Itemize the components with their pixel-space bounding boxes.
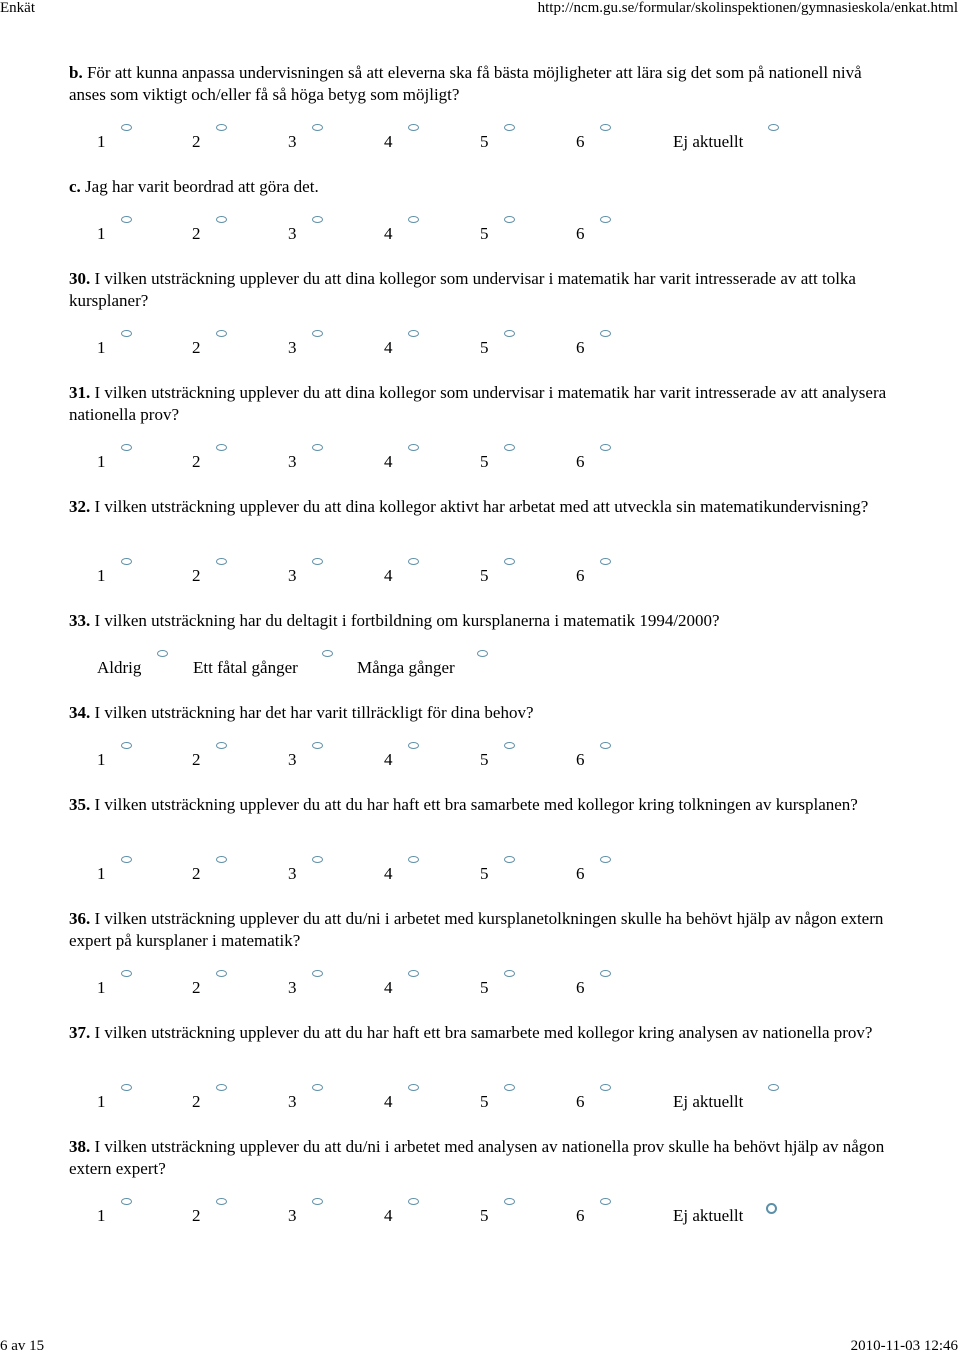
- option-label: 5: [480, 978, 489, 997]
- option-label: 1: [97, 864, 106, 883]
- radio-button[interactable]: [216, 970, 227, 977]
- option-label: 6: [576, 978, 585, 997]
- option-label: 4: [384, 978, 393, 997]
- answer-options: [0, 656, 960, 680]
- option-label: 6: [576, 1092, 585, 1111]
- option-label: 6: [576, 566, 585, 585]
- option-label: 3: [288, 978, 297, 997]
- option-label: Många gånger: [357, 658, 455, 677]
- answer-options: [0, 1204, 960, 1228]
- option-label: 3: [288, 224, 297, 243]
- radio-button[interactable]: [312, 856, 323, 863]
- radio-button[interactable]: [216, 124, 227, 131]
- radio-button[interactable]: [768, 1084, 779, 1091]
- option-label: 1: [97, 452, 106, 471]
- radio-button[interactable]: [408, 330, 419, 337]
- radio-button[interactable]: [121, 1084, 132, 1091]
- question-number: 38.: [69, 1137, 91, 1156]
- radio-button[interactable]: [504, 124, 515, 131]
- radio-button[interactable]: [312, 124, 323, 131]
- page-number: 6 av 15: [0, 1338, 45, 1354]
- option-label: 1: [97, 978, 106, 997]
- question-body: För att kunna anpassa undervisningen så att eleverna ska få bästa möjligheter att lära sig det som på nationell nivå anses som viktigt och/eller få så höga betyg som möjligt?: [69, 63, 862, 104]
- radio-button[interactable]: [408, 970, 419, 977]
- option-label: 5: [480, 452, 489, 471]
- radio-button[interactable]: [504, 216, 515, 223]
- option-label: 1: [97, 750, 106, 769]
- option-label: 5: [480, 132, 489, 151]
- option-label: 6: [576, 452, 585, 471]
- radio-button[interactable]: [121, 124, 132, 131]
- radio-button[interactable]: [216, 558, 227, 565]
- radio-button[interactable]: [408, 742, 419, 749]
- option-label: Ej aktuellt: [673, 1092, 744, 1111]
- option-label: 5: [480, 224, 489, 243]
- option-label: 3: [288, 566, 297, 585]
- radio-button[interactable]: [477, 650, 488, 657]
- option-label: 6: [576, 132, 585, 151]
- option-label: 6: [576, 1206, 585, 1225]
- radio-button[interactable]: [157, 650, 168, 657]
- radio-button[interactable]: [504, 856, 515, 863]
- option-label: 4: [384, 338, 393, 357]
- radio-button[interactable]: [322, 650, 333, 657]
- question-body: Jag har varit beordrad att göra det.: [85, 177, 319, 196]
- radio-button[interactable]: [408, 216, 419, 223]
- radio-button[interactable]: [600, 970, 611, 977]
- answer-options: [0, 862, 960, 886]
- question-text: [69, 268, 899, 312]
- option-label: 3: [288, 750, 297, 769]
- radio-button[interactable]: [312, 1198, 323, 1205]
- radio-button[interactable]: [600, 558, 611, 565]
- radio-button[interactable]: [408, 1084, 419, 1091]
- option-label: 2: [192, 750, 201, 769]
- radio-button[interactable]: [600, 742, 611, 749]
- option-label: 5: [480, 1092, 489, 1111]
- radio-button[interactable]: [121, 444, 132, 451]
- option-label: 2: [192, 1206, 201, 1225]
- page-header-url: http://ncm.gu.se/formular/skolinspektionen/gymnasieskola/enkat.html: [537, 0, 958, 16]
- option-label: 6: [576, 224, 585, 243]
- radio-button[interactable]: [216, 742, 227, 749]
- question-text: [69, 1022, 899, 1044]
- option-label: 5: [480, 1206, 489, 1225]
- question-number: 32.: [69, 497, 91, 516]
- option-label: 5: [480, 338, 489, 357]
- radio-button[interactable]: [312, 330, 323, 337]
- option-label: Ett fåtal gånger: [193, 658, 298, 677]
- answer-options: [0, 130, 960, 154]
- radio-button[interactable]: [312, 558, 323, 565]
- radio-button[interactable]: [216, 1198, 227, 1205]
- question-text: [69, 496, 899, 518]
- option-label: 2: [192, 338, 201, 357]
- radio-button[interactable]: [504, 1198, 515, 1205]
- question-text: [69, 1136, 899, 1180]
- question-body: I vilken utsträckning upplever du att dina kollegor som undervisar i matematik har varit intresserade av att analysera nationella prov?: [69, 383, 887, 424]
- option-label: 3: [288, 1206, 297, 1225]
- answer-options: [0, 222, 960, 246]
- option-label: 1: [97, 1092, 106, 1111]
- option-label: 4: [384, 132, 393, 151]
- option-label: 4: [384, 566, 393, 585]
- option-label: 1: [97, 224, 106, 243]
- radio-button[interactable]: [216, 216, 227, 223]
- question-text: [69, 908, 899, 952]
- radio-button[interactable]: [504, 1084, 515, 1091]
- option-label: Aldrig: [97, 658, 142, 677]
- question-text: [69, 62, 899, 106]
- answer-options: [0, 450, 960, 474]
- question-number: b.: [69, 63, 83, 82]
- radio-button[interactable]: [408, 1198, 419, 1205]
- radio-button[interactable]: [312, 742, 323, 749]
- radio-button[interactable]: [408, 124, 419, 131]
- question-body: I vilken utsträckning har det har varit tillräckligt för dina behov?: [94, 703, 534, 722]
- question-number: 37.: [69, 1023, 91, 1042]
- radio-button[interactable]: [121, 216, 132, 223]
- question-number: c.: [69, 177, 81, 196]
- option-label: Ej aktuellt: [673, 1206, 744, 1225]
- option-label: 2: [192, 452, 201, 471]
- option-label: 1: [97, 1206, 106, 1225]
- option-label: 1: [97, 132, 106, 151]
- question-body: I vilken utsträckning upplever du att du har haft ett bra samarbete med kollegor kring analysen av nationella prov?: [94, 1023, 873, 1042]
- radio-button[interactable]: [408, 856, 419, 863]
- option-label: 3: [288, 452, 297, 471]
- option-label: 2: [192, 566, 201, 585]
- radio-button[interactable]: [768, 124, 779, 131]
- option-label: 1: [97, 566, 106, 585]
- radio-button[interactable]: [312, 216, 323, 223]
- option-label: 6: [576, 864, 585, 883]
- radio-button[interactable]: [408, 444, 419, 451]
- radio-button[interactable]: [312, 444, 323, 451]
- option-label: 4: [384, 452, 393, 471]
- option-label: 4: [384, 750, 393, 769]
- question-body: I vilken utsträckning har du deltagit i fortbildning om kursplanerna i matematik 1994/2000?: [94, 611, 720, 630]
- radio-button[interactable]: [600, 330, 611, 337]
- radio-button[interactable]: [216, 1084, 227, 1091]
- radio-button[interactable]: [312, 970, 323, 977]
- option-label: 5: [480, 750, 489, 769]
- question-text: [69, 702, 899, 724]
- radio-button[interactable]: [600, 856, 611, 863]
- radio-button[interactable]: [121, 970, 132, 977]
- radio-button[interactable]: [121, 1198, 132, 1205]
- radio-button[interactable]: [216, 330, 227, 337]
- answer-options: [0, 976, 960, 1000]
- radio-button[interactable]: [504, 970, 515, 977]
- radio-button[interactable]: [121, 856, 132, 863]
- radio-button[interactable]: [504, 742, 515, 749]
- option-label: 4: [384, 1092, 393, 1111]
- question-body: I vilken utsträckning upplever du att dina kollegor som undervisar i matematik har varit intresserade av att tolka kursplaner?: [69, 269, 856, 310]
- question-text: [69, 610, 899, 632]
- radio-button[interactable]: [600, 216, 611, 223]
- option-label: 3: [288, 338, 297, 357]
- answer-options: [0, 1090, 960, 1114]
- question-body: I vilken utsträckning upplever du att dina kollegor aktivt har arbetat med att utveckla sin matematikundervisning?: [94, 497, 869, 516]
- radio-button[interactable]: [216, 444, 227, 451]
- radio-button[interactable]: [312, 1084, 323, 1091]
- answer-options: [0, 748, 960, 772]
- radio-button[interactable]: [216, 856, 227, 863]
- option-label: 4: [384, 1206, 393, 1225]
- option-label: 2: [192, 864, 201, 883]
- radio-button[interactable]: [121, 558, 132, 565]
- question-number: 30.: [69, 269, 91, 288]
- page-header-title: Enkät: [0, 0, 35, 16]
- question-body: I vilken utsträckning upplever du att du/ni i arbetet med kursplanetolkningen skulle ha behövt hjälp av någon extern expert på kursplaner i matematik?: [69, 909, 884, 950]
- question-number: 31.: [69, 383, 91, 402]
- option-label: 6: [576, 750, 585, 769]
- option-label: 5: [480, 566, 489, 585]
- radio-button[interactable]: [504, 444, 515, 451]
- option-label: 3: [288, 132, 297, 151]
- option-label: 2: [192, 224, 201, 243]
- option-label: 3: [288, 1092, 297, 1111]
- question-text: [69, 176, 899, 198]
- print-datetime: 2010-11-03 12:46: [850, 1338, 958, 1354]
- radio-button[interactable]: [504, 558, 515, 565]
- radio-button[interactable]: [121, 742, 132, 749]
- option-label: 3: [288, 864, 297, 883]
- radio-button[interactable]: [600, 1084, 611, 1091]
- question-text: [69, 382, 899, 426]
- option-label: 6: [576, 338, 585, 357]
- radio-button[interactable]: [121, 330, 132, 337]
- radio-button[interactable]: [766, 1203, 777, 1214]
- radio-button[interactable]: [504, 330, 515, 337]
- question-body: I vilken utsträckning upplever du att du har haft ett bra samarbete med kollegor kring tolkningen av kursplanen?: [94, 795, 858, 814]
- option-label: Ej aktuellt: [673, 132, 744, 151]
- option-label: 2: [192, 1092, 201, 1111]
- question-body: I vilken utsträckning upplever du att du/ni i arbetet med analysen av nationella prov skulle ha behövt hjälp av någon extern expert?: [69, 1137, 885, 1178]
- answer-options: [0, 564, 960, 588]
- option-label: 5: [480, 864, 489, 883]
- radio-button[interactable]: [600, 124, 611, 131]
- radio-button[interactable]: [600, 1198, 611, 1205]
- question-text: [69, 794, 899, 816]
- question-number: 33.: [69, 611, 91, 630]
- option-label: 2: [192, 132, 201, 151]
- option-label: 1: [97, 338, 106, 357]
- question-number: 36.: [69, 909, 91, 928]
- answer-options: [0, 336, 960, 360]
- option-label: 4: [384, 864, 393, 883]
- option-label: 2: [192, 978, 201, 997]
- option-label: 4: [384, 224, 393, 243]
- question-number: 34.: [69, 703, 91, 722]
- radio-button[interactable]: [408, 558, 419, 565]
- question-number: 35.: [69, 795, 91, 814]
- radio-button[interactable]: [600, 444, 611, 451]
